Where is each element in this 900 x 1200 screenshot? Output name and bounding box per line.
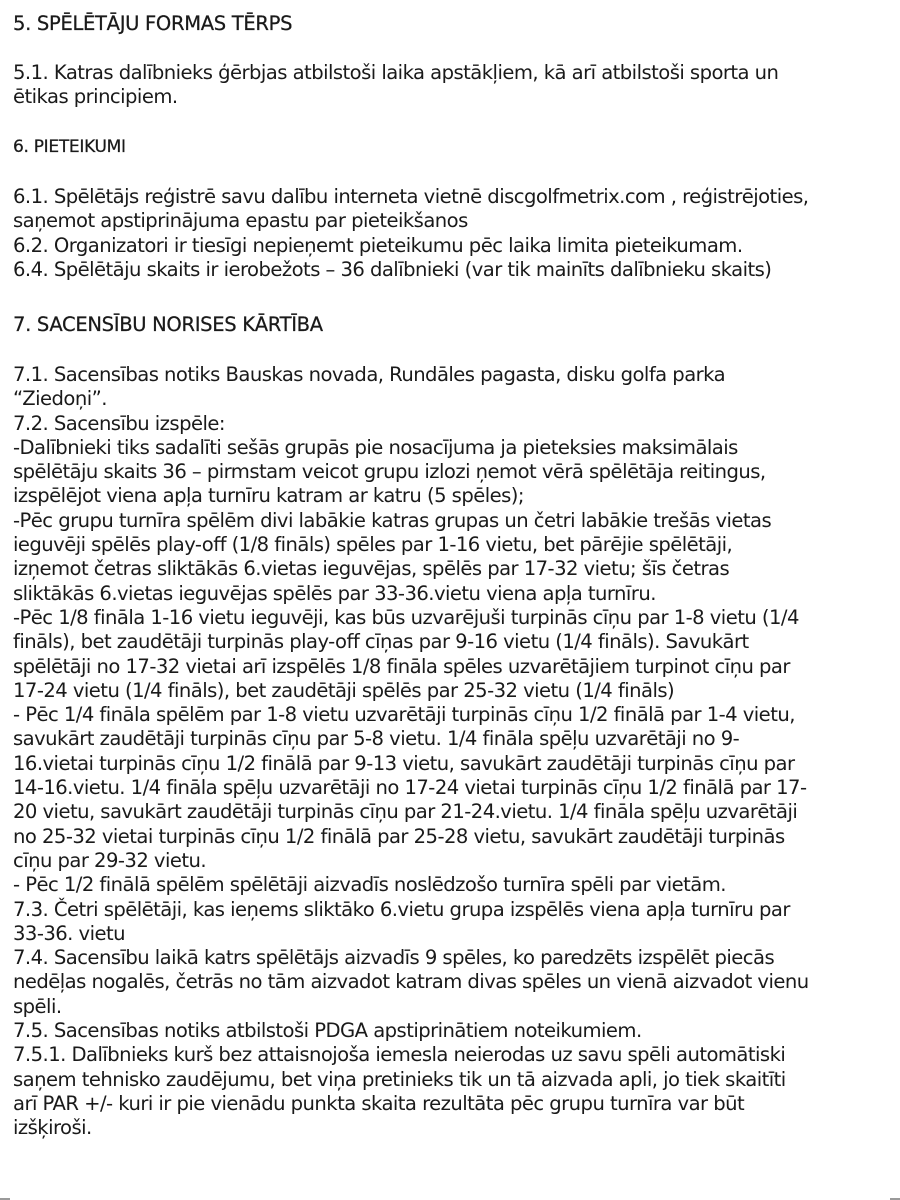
text-line: spēlētāji no 17-32 vietai arī izspēlēs 1/8 fināla spēles uzvarētājiem turpinot cīņu par bbox=[13, 654, 790, 678]
text-line: fināls), bet zaudētāji turpinās play-off cīņas par 9-16 vietu (1/4 fināls). Savukārt bbox=[13, 630, 749, 654]
text-line: saņemot apstiprinājuma epastu par pieteikšanos bbox=[13, 209, 468, 233]
text-line: no 25-32 vietai turpinās cīņu 1/2 finālā par 25-28 vietu, savukārt zaudētāji turpinās bbox=[13, 824, 785, 848]
text-line: - Pēc 1/4 fināla spēlēm par 1-8 vietu uzvarētāji turpinās cīņu 1/2 finālā par 1-4 vietu, bbox=[13, 703, 795, 727]
text-line: 5.1. Katras dalībnieks ģērbjas atbilstoši laika apstākļiem, kā arī atbilstoši sporta un bbox=[13, 61, 779, 84]
text-line: 33-36. vietu bbox=[13, 921, 125, 945]
text-line: 14-16.vietu. 1/4 fināla spēļu uzvarētāji no 17-24 vietai turpinās cīņu 1/2 finālā par 17- bbox=[13, 776, 807, 800]
section-5-paragraph bbox=[13, 61, 778, 110]
text-line: izšķiroši. bbox=[13, 1116, 92, 1140]
section-6-paragraph bbox=[13, 185, 808, 282]
text-line: 7.2. Sacensību izspēle: bbox=[13, 411, 225, 435]
text-line: cīņu par 29-32 vietu. bbox=[13, 848, 207, 872]
text-line: 6.2. Organizatori ir tiesīgi nepieņemt pieteikumu pēc laika limita pieteikumam. bbox=[13, 233, 743, 257]
text-line: 7.3. Četri spēlētāji, kas ieņems sliktāko 6.vietu grupa izspēlēs viena apļa turnīru par bbox=[13, 897, 790, 921]
text-line: 7.4. Sacensību laikā katrs spēlētājs aizvadīs 9 spēles, ko paredzēts izspēlēt piecās bbox=[13, 946, 775, 970]
section-heading-5: 5. SPĒLĒTĀJU FORMAS TĒRPS bbox=[13, 12, 293, 35]
text-line: -Pēc 1/8 fināla 1-16 vietu ieguvēji, kas būs uzvarējuši turpinās cīņu par 1-8 vietu (1/4 bbox=[13, 605, 799, 629]
text-line: nedēļas nogalēs, četrās no tām aizvadot katram divas spēles un vienā aizvadot vienu bbox=[13, 970, 809, 994]
text-line: 6.4. Spēlētāju skaits ir ierobežots – 36 dalībnieki (var tik mainīts dalībnieku skaits) bbox=[13, 257, 772, 281]
text-line: spēli. bbox=[13, 994, 62, 1018]
text-line: -Pēc grupu turnīra spēlēm divi labākie katras grupas un četri labākie trešās vietas bbox=[13, 508, 772, 532]
text-line: izņemot četras sliktākās 6.vietas ieguvējas, spēlēs par 17-32 vietu; šīs četras bbox=[13, 557, 730, 581]
text-line: 20 vietu, savukārt zaudētāji turpinās cīņu par 21-24.vietu. 1/4 fināla spēļu uzvarētāji bbox=[13, 800, 798, 824]
text-line: 7.1. Sacensības notiks Bauskas novada, Rundāles pagasta, disku golfa parka bbox=[13, 363, 726, 386]
text-line: ieguvēji spēlēs play-off (1/8 fināls) spēles par 1-16 vietu, bet pārējie spēlētāji, bbox=[13, 533, 733, 557]
text-line: sliktākās 6.vietas ieguvējas spēlēs par 33-36.vietu viena apļa turnīru. bbox=[13, 581, 656, 605]
section-heading-6: 6. PIETEIKUMI bbox=[13, 137, 126, 157]
text-line: -Dalībnieki tiks sadalīti sešās grupās pie nosacījuma ja pieteksies maksimālais bbox=[13, 435, 738, 459]
text-line: saņem tehnisko zaudējumu, bet viņa pretinieks tik un tā aizvada apli, jo tiek skaitīti bbox=[13, 1067, 786, 1091]
text-line: 7.5.1. Dalībnieks kurš bez attaisnojoša iemesla neierodas uz savu spēli automātiski bbox=[13, 1043, 786, 1067]
text-line: 6.1. Spēlētājs reģistrē savu dalību interneta vietnē discgolfmetrix.com , reģistrējoties, bbox=[13, 185, 809, 208]
text-line: - Pēc 1/2 finālā spēlēm spēlētāji aizvadīs noslēdzošo turnīra spēli par vietām. bbox=[13, 873, 726, 897]
text-line: izspēlējot viena apļa turnīru katram ar katru (5 spēles); bbox=[13, 484, 524, 508]
text-line: ētikas principiem. bbox=[13, 85, 178, 109]
text-line: spēlētāju skaits 36 – pirmstam veicot grupu izlozi ņemot vērā spēlētāja reitingus, bbox=[13, 460, 766, 484]
section-heading-7: 7. SACENSĪBU NORISES KĀRTĪBA bbox=[13, 313, 323, 336]
text-line: 16.vietai turpinās cīņu 1/2 finālā par 9-13 vietu, savukārt zaudētāji turpinās cīņu par bbox=[13, 751, 795, 775]
text-line: savukārt zaudētāji turpinās cīņu par 5-8 vietu. 1/4 fināla spēļu uzvarētāji no 9- bbox=[13, 727, 740, 751]
text-line: arī PAR +/- kuri ir pie vienādu punkta skaita rezultāta pēc grupu turnīra var būt bbox=[13, 1091, 745, 1115]
text-line: “Ziedoņi”. bbox=[13, 387, 107, 411]
text-line: 17-24 vietu (1/4 fināls), bet zaudētāji spēlēs par 25-32 vietu (1/4 fināls) bbox=[13, 678, 675, 702]
section-7-paragraph bbox=[13, 363, 809, 1141]
text-line: 7.5. Sacensības notiks atbilstoši PDGA apstiprinātiem noteikumiem. bbox=[13, 1019, 642, 1043]
